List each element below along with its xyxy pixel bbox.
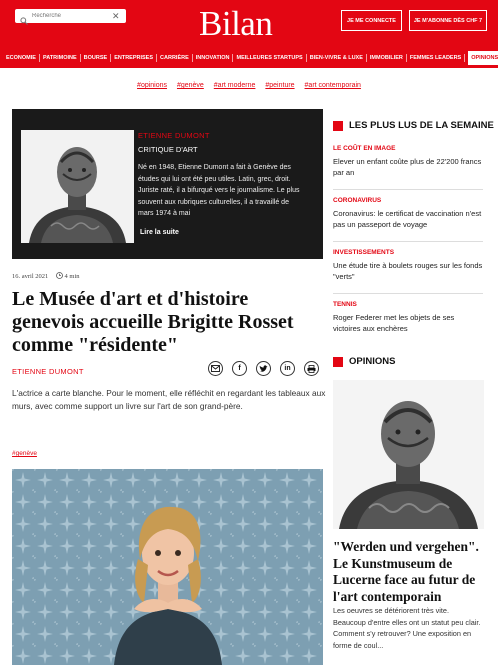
opinion-title[interactable]: "Werden und vergehen". Le Kunstmuseum de Lucerne face au futur de l'art contemporain [333,539,479,604]
article-lead: L'actrice a carte blanche. Pour le moment, elle réfléchit en regardant les tableaux aux murs, avec comme support un livre sur l'art de son grand-père. [12,388,326,411]
most-read-item[interactable] [333,145,483,178]
author-name[interactable]: ETIENNE DUMONT [138,131,210,140]
most-read-category[interactable]: LE COÛT EN IMAGE [333,145,396,152]
nav-item-bien-vivre[interactable]: BIEN-VIVRE & LUXE [307,54,367,62]
most-read-title[interactable]: Roger Federer met les objets de ses victoires aux enchères [333,313,455,333]
nav-item-patrimoine[interactable]: PATRIMOINE [40,54,81,62]
search-box[interactable] [15,9,126,23]
tag-art-contemporain[interactable]: #art contemporain [304,82,361,89]
opinions-heading: OPINIONS [333,356,395,367]
article-hero-image [12,469,323,665]
author-role: CRITIQUE D'ART [138,145,198,154]
search-input[interactable] [32,13,110,19]
nav-item-meilleures-startups[interactable]: MEILLEURES STARTUPS [233,54,306,62]
tag-peinture[interactable]: #peinture [265,82,295,89]
opinion-excerpt: Les oeuvres se détériorent très vite. Beaucoup d'entre elles ont un statut peu clair. Comment s'y retrouver? Une exposition en forme de coul... [333,606,481,650]
nav-item-immobilier[interactable]: IMMOBILIER [367,54,407,62]
tag-art-moderne[interactable]: #art moderne [213,82,256,89]
main-nav [0,48,498,68]
nav-item-innovation[interactable]: INNOVATION [193,54,234,62]
tag-geneve[interactable]: #genève [176,82,204,89]
nav-item-economie[interactable]: ECONOMIE [3,54,40,62]
share-linkedin-icon[interactable]: in [280,361,295,376]
clear-search-icon[interactable]: ✕ [112,10,120,21]
topic-tags [0,82,498,89]
nav-item-entreprises[interactable]: ENTREPRISES [111,54,157,62]
nav-item-opinions[interactable]: OPINIONS [468,51,498,65]
subscribe-button[interactable]: JE M'ABONNE DÈS CHF 7 [409,10,487,31]
share-twitter-icon[interactable] [256,361,271,376]
most-read-title[interactable]: Une étude tire à boulets rouges sur les fonds "verts" [333,261,483,281]
article-tag-geneve[interactable]: #genève [12,450,37,457]
read-more-link[interactable]: Lire la suite [140,229,179,236]
search-icon[interactable] [20,12,28,20]
clock-icon [56,272,63,281]
most-read-category[interactable]: TENNIS [333,301,357,308]
share-print-icon[interactable] [304,361,319,376]
opinion-photo[interactable] [333,380,484,529]
most-read-title[interactable]: Elever un enfant coûte plus de 22'200 francs par an [333,157,482,177]
divider [333,293,483,294]
most-read-item[interactable] [333,197,483,230]
article-byline[interactable]: ETIENNE DUMONT [12,367,84,376]
share-mail-icon[interactable] [208,361,223,376]
divider [333,189,483,190]
tag-opinions[interactable]: #opinions [137,82,168,89]
nav-item-femmes-leaders[interactable]: FEMMES LEADERS [407,54,465,62]
most-read-category[interactable]: CORONAVIRUS [333,197,382,204]
divider [333,241,483,242]
author-photo [21,130,134,243]
most-read-title[interactable]: Coronavirus: le certificat de vaccination n'est pas un passeport de voyage [333,209,482,229]
most-read-item[interactable] [333,301,483,334]
top-header [0,0,498,48]
nav-item-bourse[interactable]: BOURSE [81,54,112,62]
share-facebook-icon[interactable]: f [232,361,247,376]
section-marker [333,357,343,367]
article-date: 16. avril 2021 [12,273,49,280]
article-meta [12,272,80,281]
most-read-category[interactable]: INVESTISSEMENTS [333,249,395,256]
bilan-logo[interactable]: Bilan [199,4,273,43]
most-read-heading: LES PLUS LUS DE LA SEMAINE [333,120,494,131]
section-marker [333,121,343,131]
nav-item-carriere[interactable]: CARRIÈRE [157,54,193,62]
most-read-item[interactable] [333,249,483,282]
login-button[interactable]: JE ME CONNECTE [341,10,402,31]
author-card [12,109,323,259]
author-bio: Né en 1948, Etienne Dumont a fait à Genève des études qui lui ont été peu utiles. Latin, grec, droit. Juriste raté, il a bifurqué vers le journalisme. Le plus souvent aux rubriques culturelles, il a travaillé de mars 1974 à mai [138,164,300,217]
article-headline: Le Musée d'art et d'histoire genevois accueille Brigitte Rosset comme "résidente" [12,288,294,356]
read-time: 4 min [64,273,80,280]
